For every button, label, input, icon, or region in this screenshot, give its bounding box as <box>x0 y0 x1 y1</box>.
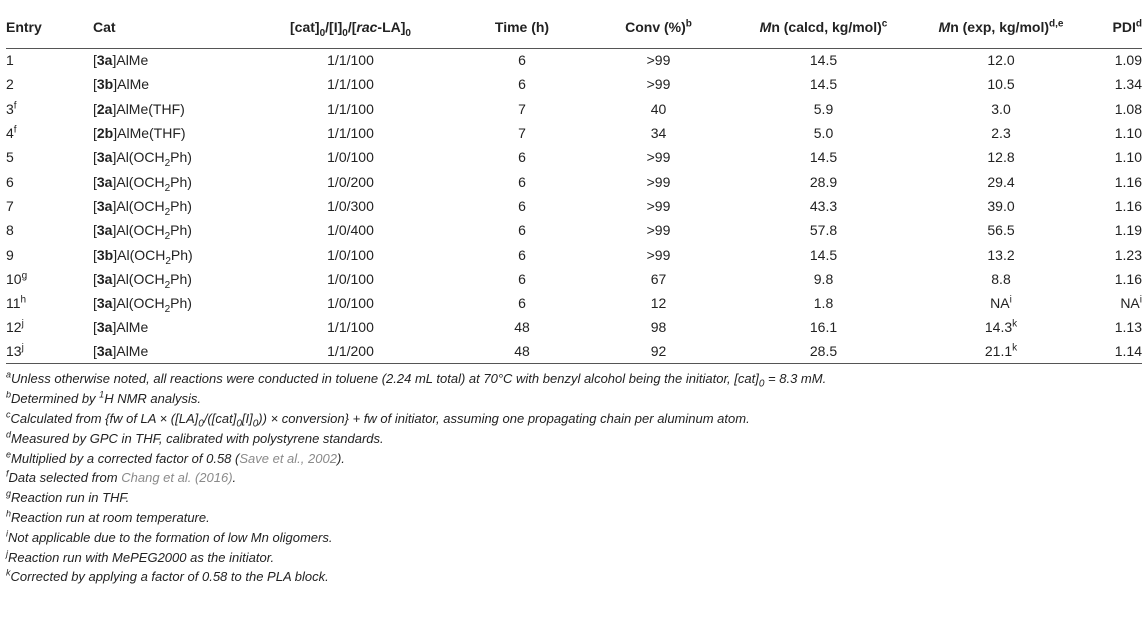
cell-conv: 98 <box>650 319 667 336</box>
cell-time: 6 <box>518 246 526 263</box>
cell-pdi: 1.23 <box>1114 246 1142 263</box>
cell-ratio: 1/0/100 <box>327 270 374 287</box>
cell-cat: $[3b]Al(OCH_2Ph)$ <box>93 246 193 267</box>
cell-mn-exp: 13.2 <box>987 246 1015 263</box>
cell-entry: 5 <box>6 149 14 166</box>
cell-entry: 3$^f$ <box>6 100 17 117</box>
footnote-f: $^f$Data selected from Chang et al. (2016). <box>6 469 237 486</box>
cell-time: 7 <box>518 100 526 117</box>
table-row <box>6 218 1142 242</box>
footnote-j: $^j$Reaction run with MePEG2000 as the initiator. <box>6 548 275 565</box>
cell-mn-exp: 56.5 <box>987 222 1015 239</box>
citation-link[interactable]: Chang et al. (2016) <box>121 470 233 486</box>
header-time: Time (h) <box>458 6 586 48</box>
header-mn-calcd: Mn (calcd, kg/mol)$^c$ <box>731 6 916 48</box>
cell-entry: 6 <box>6 173 14 190</box>
table-row <box>6 121 1142 145</box>
cell-pdi: 1.08 <box>1114 100 1142 117</box>
cell-ratio: 1/1/100 <box>327 125 374 142</box>
cell-cat: [3a]AlMe <box>93 52 149 69</box>
cell-entry: 4$^f$ <box>6 124 17 142</box>
cell-time: 6 <box>518 52 526 69</box>
cell-entry: 9 <box>6 246 14 263</box>
cell-cat: $[3a]Al(OCH_2Ph)$ <box>93 197 192 218</box>
cell-pdi: $NA^i$ <box>1120 294 1142 312</box>
cell-conv: >99 <box>646 52 671 69</box>
cell-cat: $[3a]Al(OCH_2Ph)$ <box>93 270 192 291</box>
cell-time: 6 <box>518 149 526 166</box>
cell-pdi: 1.16 <box>1114 197 1142 214</box>
footnote-c: $^c$Calculated from {fw of LA × $([LA]_0/([cat]_0[I]_0))$ × conversion} + fw of initiator, assuming one propagating chain per aluminum atom. <box>6 409 750 430</box>
cell-conv: >99 <box>646 149 671 166</box>
cell-mn-calcd: 9.8 <box>813 270 834 287</box>
header-ratio: $[cat]_0/[I]_0/[rac-LA]_0$ <box>243 6 458 48</box>
cell-ratio: 1/0/100 <box>327 246 374 263</box>
cell-conv: >99 <box>646 222 671 239</box>
cell-mn-calcd: 16.1 <box>809 319 838 336</box>
cell-entry: 12$^j$ <box>6 318 24 336</box>
cell-pdi: 1.16 <box>1114 173 1142 190</box>
cell-conv: >99 <box>646 76 671 93</box>
cell-conv: >99 <box>646 197 671 214</box>
table-row <box>6 267 1142 291</box>
cell-pdi: 1.13 <box>1114 319 1142 336</box>
cell-entry: 2 <box>6 76 14 93</box>
cell-mn-exp: 2.3 <box>991 125 1011 142</box>
cell-mn-calcd: 14.5 <box>809 246 838 263</box>
cell-conv: 34 <box>650 125 667 142</box>
header-cat: Cat <box>93 6 243 48</box>
cell-mn-exp: 12.8 <box>987 149 1015 166</box>
cell-pdi: 1.09 <box>1114 52 1142 69</box>
cell-mn-exp: 14.3$^k$ <box>984 318 1018 336</box>
cell-pdi: 1.10 <box>1114 149 1142 166</box>
table-container <box>6 6 1142 587</box>
cell-time: 7 <box>518 125 526 142</box>
footnote-h: $^h$Reaction run at room temperature. <box>6 508 210 525</box>
cell-ratio: 1/0/100 <box>327 149 374 166</box>
cell-mn-exp: 39.0 <box>987 197 1015 214</box>
footnote-a: $^a$Unless otherwise noted, all reactions were conducted in toluene (2.24 mL total) at 70°C with benzyl alcohol being the initiator, $[cat]_0 = 8.3$ mM. <box>6 370 827 390</box>
cell-entry: 10$^g$ <box>6 270 28 287</box>
table-row <box>6 97 1142 121</box>
cell-time: 6 <box>518 222 526 239</box>
cell-entry: 8 <box>6 222 14 239</box>
table-row <box>6 194 1142 218</box>
cell-mn-exp: $NA^i$ <box>990 294 1012 312</box>
cell-pdi: 1.19 <box>1114 222 1142 239</box>
cell-cat: $[3a]Al(OCH_2Ph)$ <box>93 149 192 170</box>
cell-mn-exp: 12.0 <box>987 52 1015 69</box>
cell-mn-exp: 21.1$^k$ <box>916 340 1086 364</box>
table-row <box>6 340 1142 364</box>
cell-mn-exp: 10.5 <box>987 76 1015 93</box>
cell-mn-calcd: 14.5 <box>809 76 838 93</box>
table-row <box>6 145 1142 169</box>
header-pdi: PDI$^d$ <box>1086 6 1142 48</box>
cell-cat: $[3a]Al(OCH_2Ph)$ <box>93 295 192 315</box>
cell-ratio: 1/0/100 <box>327 295 374 312</box>
table-row <box>6 169 1142 193</box>
cell-mn-calcd: 14.5 <box>809 52 838 69</box>
cell-ratio: 1/0/300 <box>327 197 374 214</box>
data-table <box>6 6 1142 364</box>
cell-ratio: 1/1/100 <box>327 319 374 336</box>
cell-entry: 13$^j$ <box>6 340 93 364</box>
cell-conv: >99 <box>646 173 671 190</box>
cell-ratio: 1/1/100 <box>327 76 374 93</box>
cell-mn-calcd: 1.8 <box>813 295 834 312</box>
cell-cat: [2a]AlMe(THF) <box>93 100 185 117</box>
table-row <box>6 72 1142 96</box>
cell-ratio: 1/1/100 <box>327 52 374 69</box>
cell-pdi: 1.34 <box>1114 76 1142 93</box>
cell-mn-calcd: 57.8 <box>809 222 838 239</box>
cell-ratio: 1/1/200 <box>243 340 458 364</box>
footnote-b: $^b$Determined by $^1$H NMR analysis. <box>6 389 201 407</box>
cell-conv: 12 <box>650 295 667 312</box>
cell-mn-exp: 3.0 <box>991 100 1011 117</box>
table-row <box>6 48 1142 72</box>
cell-cat: $[3a]Al(OCH_2Ph)$ <box>93 173 192 194</box>
cell-pdi: 1.10 <box>1114 125 1142 142</box>
cell-time: 6 <box>518 295 526 312</box>
cell-conv: >99 <box>646 246 671 263</box>
table-row <box>6 242 1142 266</box>
cell-pdi: 1.16 <box>1114 270 1142 287</box>
cell-pdi: 1.14 <box>1086 340 1142 364</box>
cell-mn-calcd: 28.9 <box>809 173 838 190</box>
footnote-d: $^d$Measured by GPC in THF, calibrated with polystyrene standards. <box>6 429 384 446</box>
cell-mn-calcd: 28.5 <box>731 340 916 364</box>
cell-cat: [3a]AlMe <box>93 340 243 364</box>
cell-time: 6 <box>518 76 526 93</box>
cell-mn-calcd: 14.5 <box>809 149 838 166</box>
footnote-e: $^e$Multiplied by a corrected factor of 0.58 (Save et al., 2002). <box>6 449 345 466</box>
cell-mn-exp: 29.4 <box>987 173 1015 190</box>
cell-time: 48 <box>514 319 530 336</box>
cell-conv: 40 <box>650 100 667 117</box>
cell-ratio: 1/0/400 <box>327 222 374 239</box>
cell-cat: $[3a]Al(OCH_2Ph)$ <box>93 222 192 243</box>
cell-time: 48 <box>458 340 586 364</box>
cell-ratio: 1/0/200 <box>327 173 374 190</box>
header-mn-exp: Mn (exp, kg/mol)$^{d,e}$ <box>916 6 1086 48</box>
cell-entry: 7 <box>6 197 14 214</box>
citation-link[interactable]: Save et al., 2002 <box>239 450 337 466</box>
cell-conv: 92 <box>586 340 731 364</box>
table-row <box>6 315 1142 339</box>
footnotes <box>6 369 1142 587</box>
footnote-k: $^k$Corrected by applying a factor of 0.58 to the PLA block. <box>6 568 329 585</box>
cell-mn-calcd: 5.0 <box>813 125 834 142</box>
header-row <box>6 6 1142 48</box>
cell-cat: [2b]AlMe(THF) <box>93 125 186 142</box>
cell-time: 6 <box>518 173 526 190</box>
cell-entry: 1 <box>6 52 14 69</box>
cell-cat: [3b]AlMe <box>93 76 150 93</box>
header-conv: Conv (%)$^b$ <box>586 6 731 48</box>
footnote-i: $^i$Not applicable due to the formation of low Mn oligomers. <box>6 528 333 545</box>
cell-cat: [3a]AlMe <box>93 319 149 336</box>
cell-time: 6 <box>518 197 526 214</box>
header-entry: Entry <box>6 6 93 48</box>
cell-entry: 11$^h$ <box>6 294 27 312</box>
table-row <box>6 291 1142 315</box>
cell-conv: 67 <box>650 270 667 287</box>
cell-mn-calcd: 43.3 <box>809 197 838 214</box>
cell-ratio: 1/1/100 <box>327 100 374 117</box>
footnote-g: $^g$Reaction run in THF. <box>6 488 130 506</box>
cell-mn-exp: 8.8 <box>991 270 1011 287</box>
cell-mn-calcd: 5.9 <box>813 100 834 117</box>
cell-time: 6 <box>518 270 526 287</box>
